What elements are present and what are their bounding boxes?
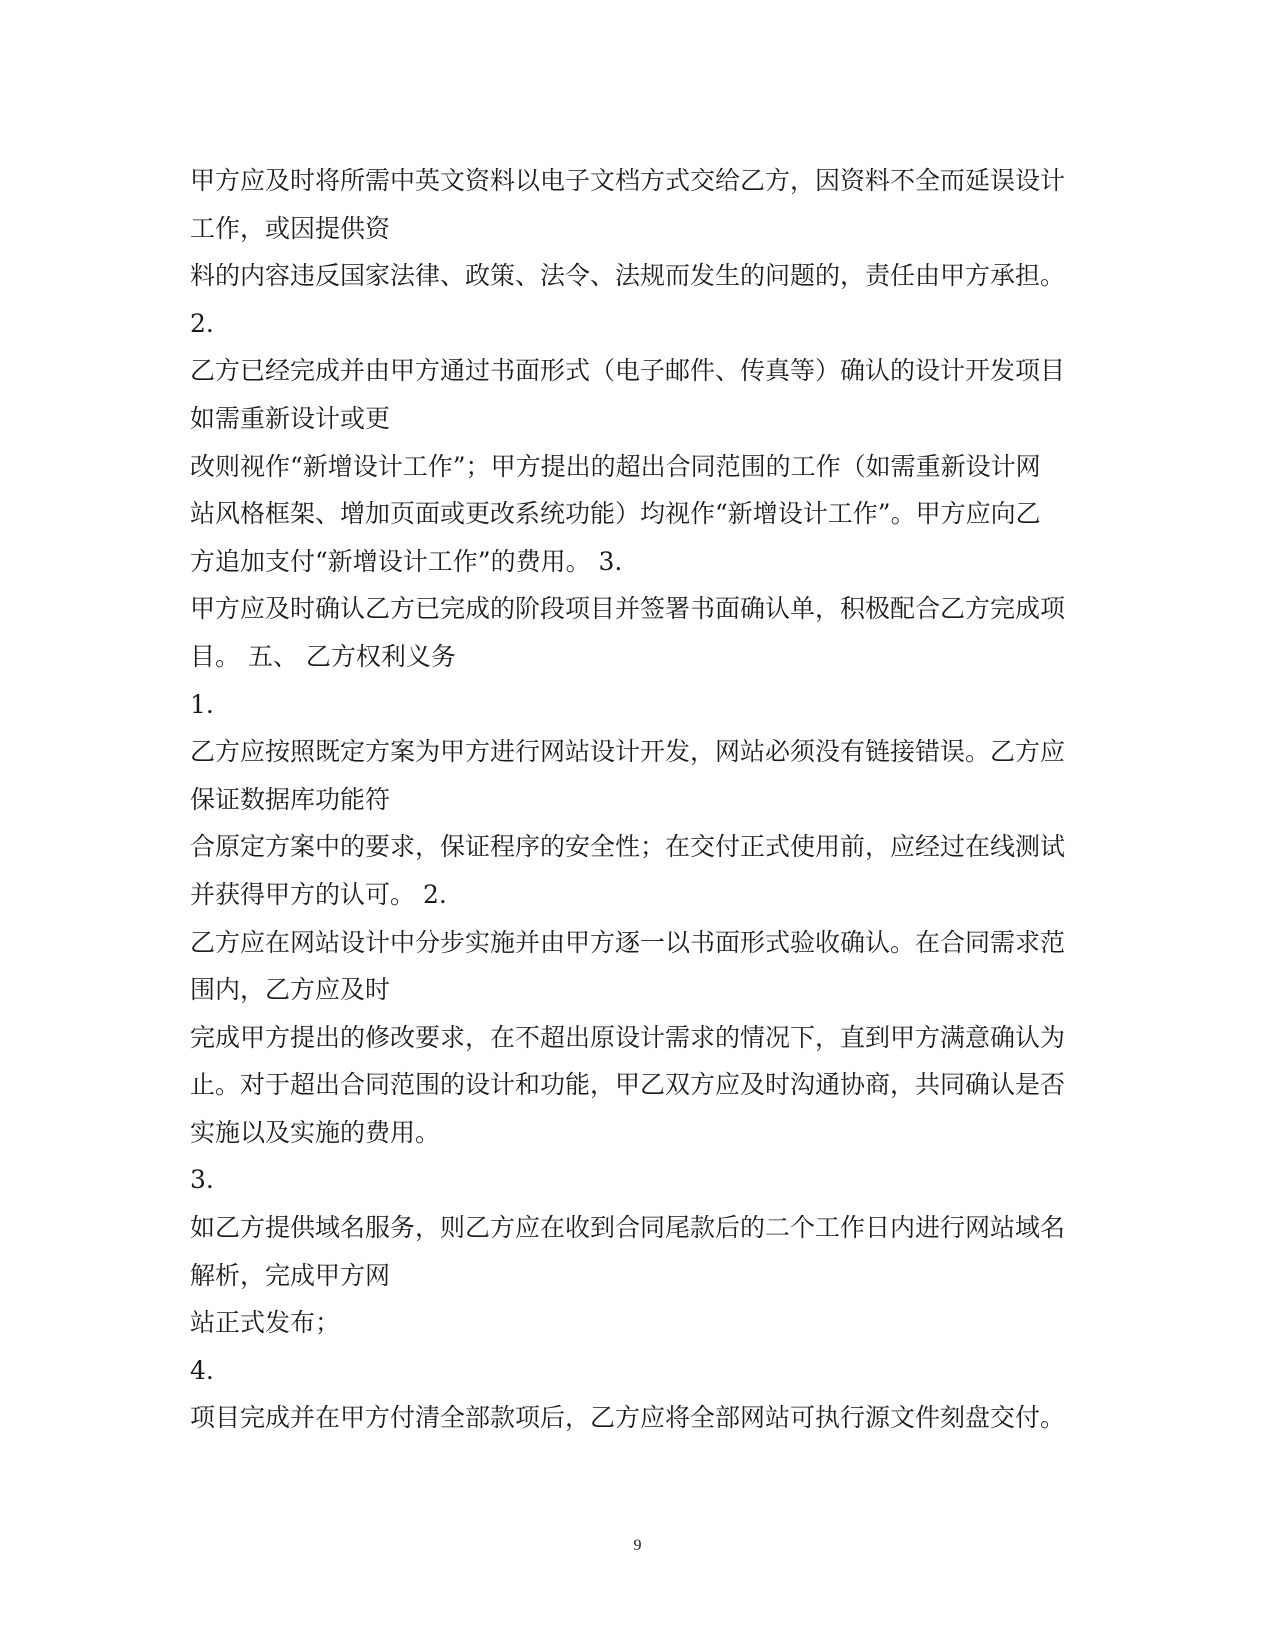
text-line: 站风格框架、增加页面或更改系统功能）均视作“新增设计工作”。甲方应向乙 bbox=[190, 499, 1041, 529]
clause-number: 1. bbox=[190, 689, 214, 719]
text-line: 甲方应及时将所需中英文资料以电子文档方式交给乙方，因资料不全而延误设计 bbox=[190, 166, 1066, 195]
page-number: 9 bbox=[633, 1537, 642, 1554]
text-line: 乙方应在网站设计中分步实施并由甲方逐一以书面形式验收确认。在合同需求范 bbox=[190, 927, 1066, 957]
body-text bbox=[190, 157, 1090, 1442]
text-line: 项目完成并在甲方付清全部款项后，乙方应将全部网站可执行源文件刻盘交付。 bbox=[190, 1403, 1066, 1433]
text-line: 合原定方案中的要求，保证程序的安全性；在交付正式使用前，应经过在线测试 bbox=[190, 832, 1066, 862]
text-line: 方追加支付“新增设计工作”的费用。 3. bbox=[190, 546, 623, 576]
text-line: 乙方已经完成并由甲方通过书面形式（电子邮件、传真等）确认的设计开发项目 bbox=[190, 356, 1066, 386]
text-line: 实施以及实施的费用。 bbox=[190, 1117, 441, 1147]
text-line: 乙方应按照既定方案为甲方进行网站设计开发，网站必须没有链接错误。乙方应 bbox=[190, 737, 1066, 767]
text-line: 解析，完成甲方网 bbox=[190, 1260, 391, 1290]
text-line: 完成甲方提出的修改要求，在不超出原设计需求的情况下，直到甲方满意确认为 bbox=[190, 1022, 1066, 1052]
text-line: 如乙方提供域名服务，则乙方应在收到合同尾款后的二个工作日内进行网站域名 bbox=[190, 1213, 1066, 1243]
text-line: 改则视作“新增设计工作”；甲方提出的超出合同范围的工作（如需重新设计网 bbox=[190, 451, 1041, 481]
text-line: 站正式发布； bbox=[190, 1308, 341, 1338]
text-line: 工作，或因提供资 bbox=[190, 213, 391, 243]
text-line: 如需重新设计或更 bbox=[190, 403, 391, 433]
text-line: 保证数据库功能符 bbox=[190, 784, 391, 814]
text-line: 并获得甲方的认可。 2. bbox=[190, 879, 447, 909]
text-line: 料的内容违反国家法律、政策、法令、法规而发生的问题的，责任由甲方承担。 bbox=[190, 261, 1066, 291]
clause-number: 3. bbox=[190, 1165, 214, 1195]
text-line: 甲方应及时确认乙方已完成的阶段项目并签署书面确认单，积极配合乙方完成项 bbox=[190, 594, 1066, 624]
section-heading-line: 目。 五、 乙方权利义务 bbox=[190, 641, 456, 671]
text-line: 止。对于超出合同范围的设计和功能，甲乙双方应及时沟通协商，共同确认是否 bbox=[190, 1070, 1066, 1100]
clause-number: 4. bbox=[190, 1355, 214, 1385]
clause-number: 2. bbox=[190, 308, 214, 338]
text-line: 围内，乙方应及时 bbox=[190, 975, 391, 1005]
